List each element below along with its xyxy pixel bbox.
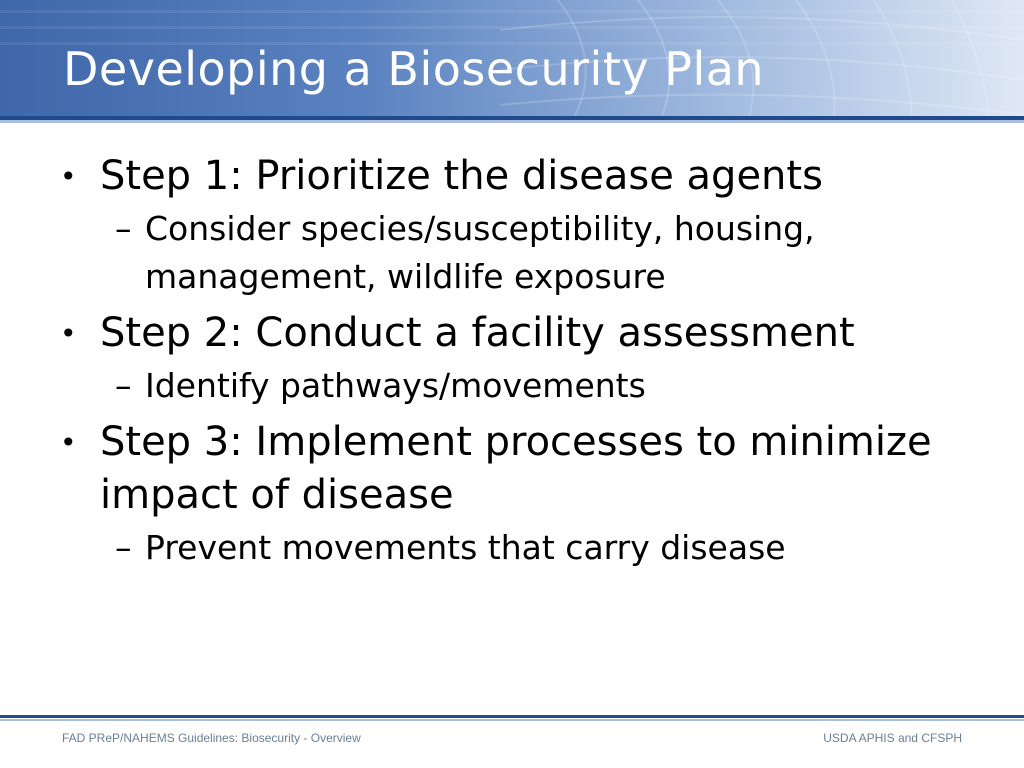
footer-rule-dark (0, 715, 1024, 718)
bullet-text: Step 1: Prioritize the disease agents (100, 153, 823, 199)
sub-bullet-marker: – (115, 528, 132, 567)
sub-bullet-text: Identify pathways/movements (145, 366, 646, 405)
sub-bullet-marker: – (115, 366, 132, 405)
bullet-list (60, 150, 980, 578)
header-rule-light (0, 120, 1024, 123)
bullet-text: Step 3: Implement processes to minimize impact of disease (100, 419, 932, 518)
sub-bullet-text: Prevent movements that carry disease (145, 528, 786, 567)
bullet-item (60, 307, 980, 360)
bullet-marker: • (60, 426, 77, 459)
slide-title: Developing a Biosecurity Plan (63, 42, 765, 96)
sub-bullet-marker: – (115, 209, 132, 248)
bullet-marker: • (60, 160, 77, 193)
bullet-text: Step 2: Conduct a facility assessment (100, 310, 855, 356)
bullet-item (60, 416, 980, 522)
footer-right-text: USDA APHIS and CFSPH (823, 731, 962, 745)
sub-bullet-item (60, 524, 980, 572)
footer-rule-light (0, 719, 1024, 721)
footer-left-text: FAD PReP/NAHEMS Guidelines: Biosecurity - Overview (62, 731, 361, 745)
header-band (0, 0, 1024, 120)
sub-bullet-text: Consider species/susceptibility, housing, management, wildlife exposure (145, 209, 815, 296)
bullet-marker: • (60, 317, 77, 350)
bullet-item (60, 150, 980, 203)
header-rule (0, 116, 1024, 126)
sub-bullet-item (60, 362, 980, 410)
sub-bullet-item (60, 205, 980, 301)
